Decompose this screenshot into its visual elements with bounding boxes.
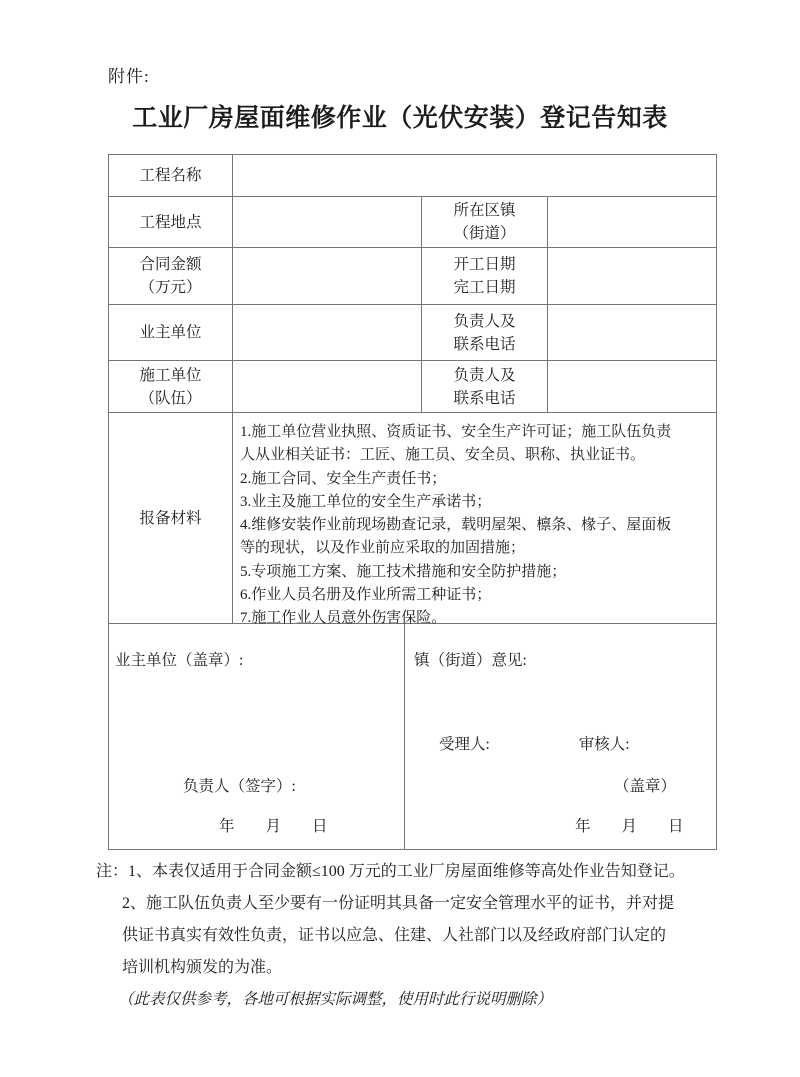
page-title: 工业厂房屋面维修作业（光伏安装）登记告知表 (132, 105, 668, 132)
start-finish-date-label: 开工日期 完工日期 (421, 248, 547, 304)
owner-date-label: 年 月 日 (219, 818, 328, 835)
footnotes (96, 856, 756, 1016)
construction-contact-input[interactable] (547, 361, 716, 412)
town-date-label: 年 月 日 (575, 818, 684, 835)
owner-unit-input[interactable] (232, 305, 421, 360)
reviewer-label: 审核人: (578, 736, 630, 753)
materials-line: 2.施工合同、安全生产责任书； (240, 470, 447, 487)
town-opinion-cell (404, 624, 716, 849)
owner-seal-cell (109, 624, 404, 849)
start-finish-date-input[interactable] (547, 248, 716, 304)
owner-unit-label: 业主单位 (139, 324, 202, 341)
row-signatures (109, 623, 716, 849)
filing-materials-label: 报备材料 (139, 509, 202, 527)
filing-materials-list (232, 413, 716, 627)
materials-line: 1.施工单位营业执照、资质证书、安全生产许可证；施工队伍负责 (240, 424, 672, 440)
project-location-input[interactable] (232, 197, 421, 247)
row-filing-materials (109, 412, 716, 627)
contract-amount-label: 合同金额 （万元） (139, 256, 202, 296)
district-town-input[interactable] (547, 197, 716, 247)
row-project-name (109, 155, 716, 196)
owner-contact-label: 负责人及 联系电话 (421, 305, 547, 360)
materials-line: 等的现状，以及作业前应采取的加固措施； (240, 540, 526, 557)
note-2-line-3: 培训机构颁发的为准。 (122, 959, 283, 976)
materials-line: 6.作业人员名册及作业所需工种证书； (240, 587, 492, 604)
contract-amount-input[interactable] (232, 248, 421, 304)
materials-line: 人从业相关证书：工匠、施工员、安全员、职称、执业证书。 (240, 447, 646, 464)
materials-line: 5.专项施工方案、施工技术措施和安全防护措施； (240, 563, 567, 580)
owner-contact-input[interactable] (547, 305, 716, 360)
owner-signer-label: 负责人（签字）: (183, 778, 296, 795)
row-project-location (109, 196, 716, 247)
acceptor-reviewer-line (439, 732, 630, 754)
project-location-label: 工程地点 (139, 213, 202, 231)
construction-unit-label: 施工单位 （队伍） (139, 366, 202, 407)
row-owner-unit (109, 304, 716, 360)
project-name-input[interactable] (232, 155, 716, 196)
materials-line: 3.业主及施工单位的安全生产承诺书； (240, 493, 492, 510)
row-contract-amount (109, 247, 716, 304)
row-construction-unit (109, 360, 716, 412)
note-2-line-1: 2、施工队伍负责人至少要有一份证明其具备一定安全管理水平的证书，并对提 (122, 895, 675, 912)
district-town-label: 所在区镇 （街道） (421, 197, 547, 247)
town-seal-label: （盖章） (614, 778, 677, 795)
construction-unit-input[interactable] (232, 361, 421, 412)
registration-form-table (108, 154, 717, 850)
note-1: 注：1、本表仅适用于合同金额≤100 万元的工业厂房屋面维修等高处作业告知登记。 (96, 863, 685, 880)
materials-line: 7.施工作业人员意外伤害保险。 (240, 610, 447, 627)
owner-seal-label: 业主单位（盖章）: (115, 652, 244, 669)
project-name-label: 工程名称 (139, 167, 202, 184)
attachment-label: 附件: (108, 67, 150, 86)
materials-line: 4.维修安装作业前现场勘查记录，载明屋架、檩条、椽子、屋面板 (240, 517, 672, 534)
note-2-line-2: 供证书真实有效性负责，证书以应急、住建、人社部门以及经政府部门认定的 (122, 927, 667, 944)
construction-contact-label: 负责人及 联系电话 (421, 361, 547, 412)
town-opinion-label: 镇（街道）意见: (414, 652, 527, 669)
acceptor-label: 受理人: (439, 736, 490, 753)
disclaimer-note: （此表仅供参考，各地可根据实际调整，使用时此行说明删除） (118, 991, 553, 1008)
